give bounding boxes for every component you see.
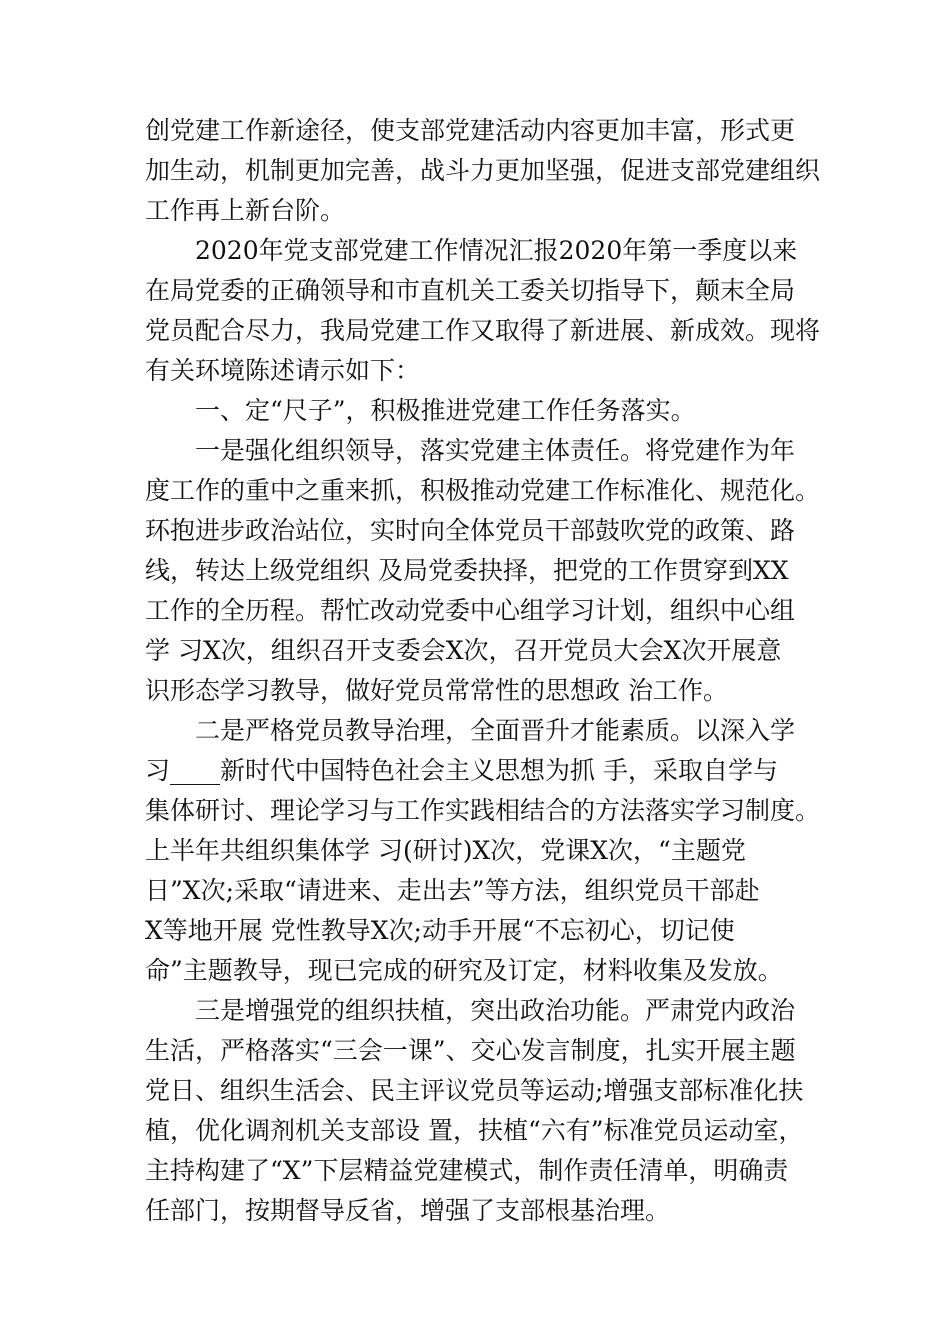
text-line: 环抱进步政治站位，实时向全体党员干部鼓吹党的政策、路 (145, 516, 796, 545)
text-line: 有关环境陈述请示如下： (145, 356, 421, 385)
text-line: 工作再上新台阶。 (145, 196, 346, 225)
text-line: 度工作的重中之重来抓，积极推动党建工作标准化、规范化。 (145, 476, 821, 505)
text-line: 线，转达上级党组织 及局党委抉择，把党的工作贯穿到XX (145, 556, 789, 585)
text-line: 2020年党支部党建工作情况汇报2020年第一季度以来 (145, 236, 798, 265)
text-line: 工作的全历程。帮忙改动党委中心组学习计划，组织中心组 (145, 596, 796, 625)
text-line: 上半年共组织集体学 习(研讨)X次，党课X次，“主题党 (145, 836, 746, 865)
text-line: 日”X次;采取“请进来、走出去”等方法，组织党员干部赴 (145, 876, 760, 905)
text-line: 党日、组织生活会、民主评议党员等运动;增强支部标准化扶 (145, 1076, 804, 1105)
text-line: 在局党委的正确领导和市直机关工委关切指导下，颠末全局 (145, 276, 796, 305)
text-line: 一、定“尺子”，积极推进党建工作任务落实。 (145, 396, 696, 425)
text-line: 植，优化调剂机关支部设 置，扶植“六有”标准党员运动室， (145, 1116, 804, 1145)
text-line: 命”主题教导，现已完成的研究及订定，材料收集及发放。 (145, 956, 783, 985)
text-line: 学 习X次，组织召开支委会X次，召开党员大会X次开展意 (145, 636, 782, 665)
text-line: 集体研讨、理论学习与工作实践相结合的方法落实学习制度。 (145, 796, 821, 825)
text-line: 任部门，按期督导反省，增强了支部根基治理。 (145, 1196, 671, 1225)
text-line: 习____新时代中国特色社会主义思想为抓 手，采取自学与 (145, 756, 778, 785)
text-line: 识形态学习教导，做好党员常常性的思想政 治工作。 (145, 676, 728, 705)
text-line: 加生动，机制更加完善，战斗力更加坚强，促进支部党建组织 (145, 156, 821, 185)
text-line: 生活，严格落实“三会一课”、交心发言制度，扎实开展主题 (145, 1036, 796, 1065)
text-line: 创党建工作新途径，使支部党建活动内容更加丰富，形式更 (145, 116, 796, 145)
body-text (145, 111, 835, 1231)
text-line: 一是强化组织领导，落实党建主体责任。将党建作为年 (145, 436, 796, 465)
text-line: 主持构建了“X”下层精益党建模式，制作责任清单，明确责 (145, 1156, 789, 1185)
text-line: X等地开展 党性教导X次;动手开展“不忘初心，切记使 (145, 916, 735, 945)
text-line: 三是增强党的组织扶植，突出政治功能。严肃党内政治 (145, 996, 796, 1025)
text-line: 二是严格党员教导治理，全面晋升才能素质。以深入学 (145, 716, 796, 745)
text-line: 党员配合尽力，我局党建工作又取得了新进展、新成效。现将 (145, 316, 821, 345)
